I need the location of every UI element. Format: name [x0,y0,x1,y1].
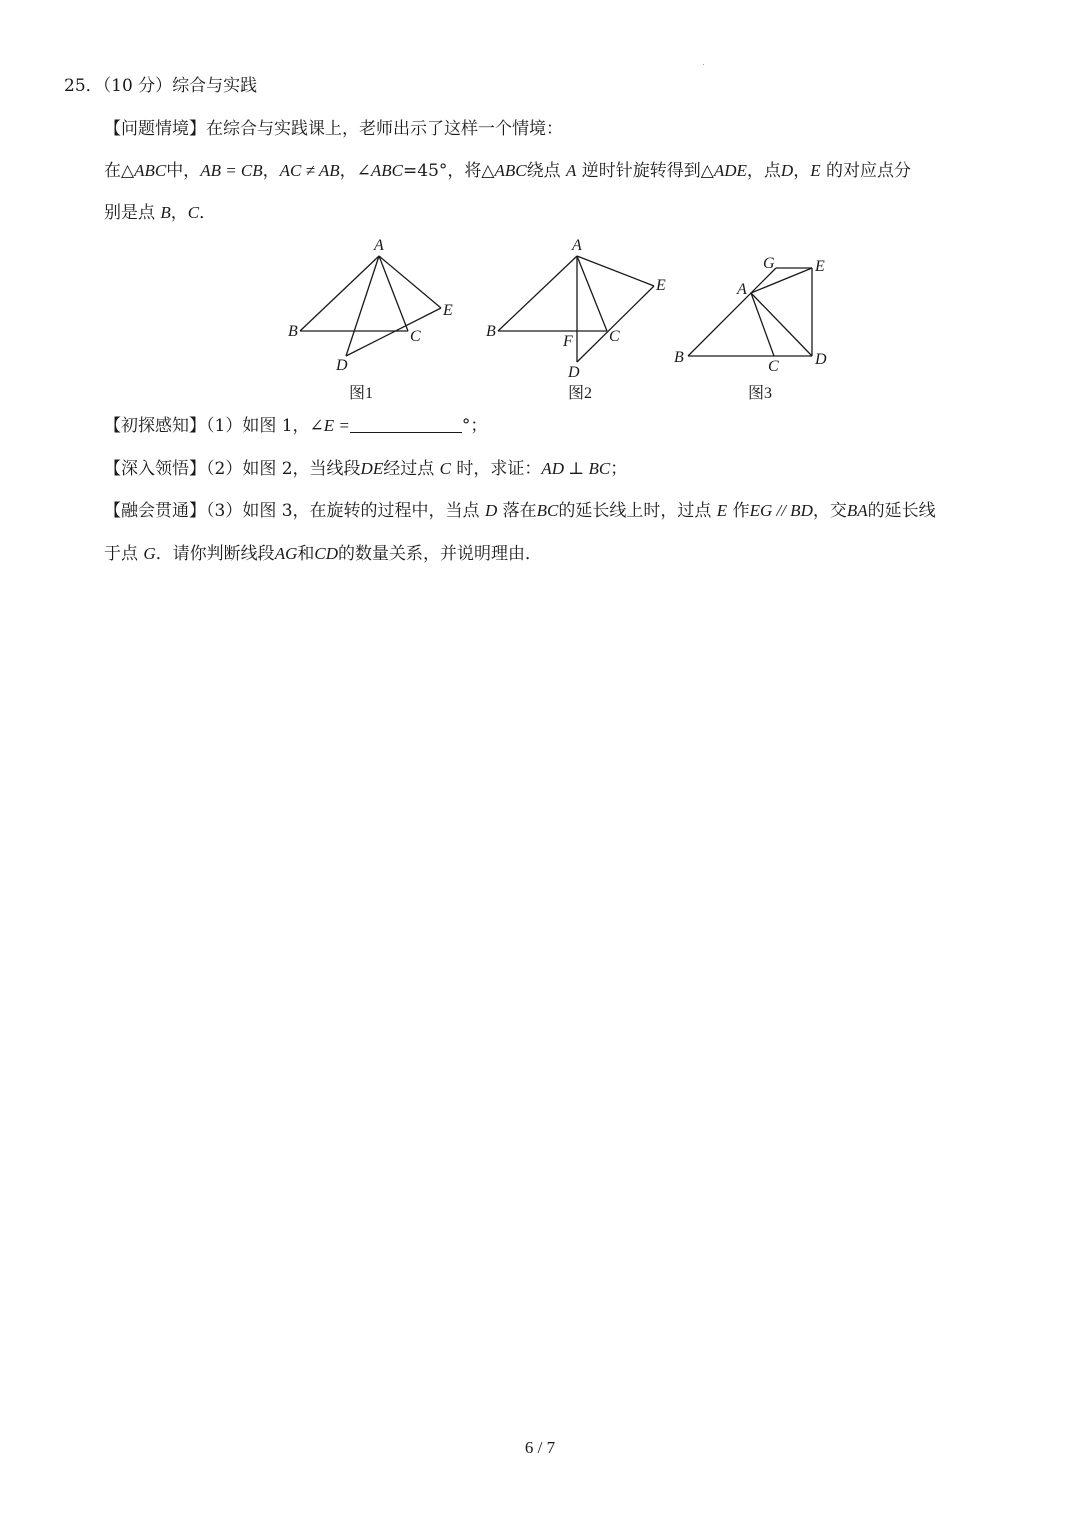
math: CD [314,544,338,563]
text: ． [199,203,217,223]
segment-AE [379,256,441,308]
math: D [484,501,498,520]
point-label: B [674,349,684,366]
q2-tag: 【深入领悟】 [104,459,206,479]
math: EG // BD [749,501,813,520]
text: ，点 [746,161,781,181]
page-number: 6 / 7 [524,1438,556,1457]
text: °； [461,416,488,436]
geometry-figures [0,0,1080,420]
text: 逆时针旋转得到△ [581,161,714,181]
text: =45°，将△ [403,161,495,181]
figure-2 [486,237,666,402]
text: ， [339,161,357,181]
segment-AC [751,293,774,356]
math: AG [274,544,298,563]
text: 中， [166,161,201,181]
q1-tag: 【初探感知】 [104,416,206,436]
text: 落在 [502,501,537,521]
math: DE [360,459,384,478]
question-3-line-2 [104,542,542,566]
point-label: D [815,351,827,368]
text: 经过点 [383,459,435,479]
text: ， [262,161,280,181]
segment-BG [688,268,776,356]
text: （3）如图 3，在旋转的过程中，当点 [206,501,480,521]
math: BC [536,501,559,520]
point-label: B [486,323,496,340]
point-label: A [572,237,582,254]
q3-tag: 【融会贯通】 [104,501,206,521]
math: AB = CB [200,161,263,180]
point-label: E [443,302,453,319]
math: ∠E = [309,416,350,435]
math: ABC [134,161,167,180]
point-label: A [737,281,747,298]
text: ， [170,203,188,223]
figure-1 [288,237,453,402]
question-3-line-1 [104,499,936,523]
segment-AE [751,268,812,293]
answer-blank[interactable] [350,416,462,433]
segment-AC [577,256,607,331]
text: 的数量关系，并说明理由． [337,544,542,564]
text: 在△ [104,161,135,181]
text: 作 [732,501,750,521]
question-2 [104,457,627,481]
segment-DE [346,308,441,356]
segment-AE [577,256,654,286]
math: D [780,161,794,180]
text: 和 [297,544,315,564]
math: AC ≠ AB [279,161,340,180]
point-label: E [815,258,825,275]
math: AD ⊥ BC [541,459,611,478]
situation-intro-text: 在综合与实践课上，老师出示了这样一个情境： [206,119,563,139]
text: ，交 [812,501,847,521]
point-label: D [336,357,348,374]
segment-DE [577,286,654,362]
text: ； [610,459,628,479]
point-label: A [374,237,384,254]
question-number: 25． [64,76,103,96]
segment-AD [751,293,812,356]
math: E [716,501,728,520]
point-label: D [568,364,580,381]
text: 时，求证： [456,459,542,479]
math: ABC [494,161,527,180]
caption-figure-2: 图2 [568,385,593,402]
point-label: C [410,328,421,345]
figure-3 [674,255,827,402]
text: ， [793,161,811,181]
point-label: B [288,323,298,340]
text: 别是点 [104,203,155,223]
segment-AC [379,256,408,331]
segment-AB [498,256,577,331]
text: （1）如图 1， [206,416,310,436]
text: 的延长线上时，过点 [558,501,712,521]
text: （2）如图 2，当线段 [206,459,361,479]
question-1 [104,414,487,438]
text: 的延长线 [867,501,936,521]
question-title: 综合与实践 [172,76,258,96]
text: ．请你判断线段 [155,544,275,564]
point-label: C [609,328,620,345]
text: 绕点 [526,161,561,181]
point-label: G [763,255,775,272]
math: A [566,161,577,180]
math: C [187,203,200,222]
point-label: E [656,277,666,294]
question-points: （10 分） [102,76,173,96]
text: 于点 [104,544,138,564]
math: BA [846,501,868,520]
situation-tag: 【问题情境】 [104,119,206,139]
point-label: C [768,358,779,375]
math: G [143,544,156,563]
math: B [160,203,171,222]
math: ∠ABC [356,161,404,180]
caption-figure-3: 图3 [748,385,773,402]
point-label: F [563,333,573,350]
text: 的对应点分 [826,161,911,181]
math: C [439,459,451,478]
math: E [810,161,821,180]
math: ADE [713,161,747,180]
caption-figure-1: 图1 [349,385,374,402]
